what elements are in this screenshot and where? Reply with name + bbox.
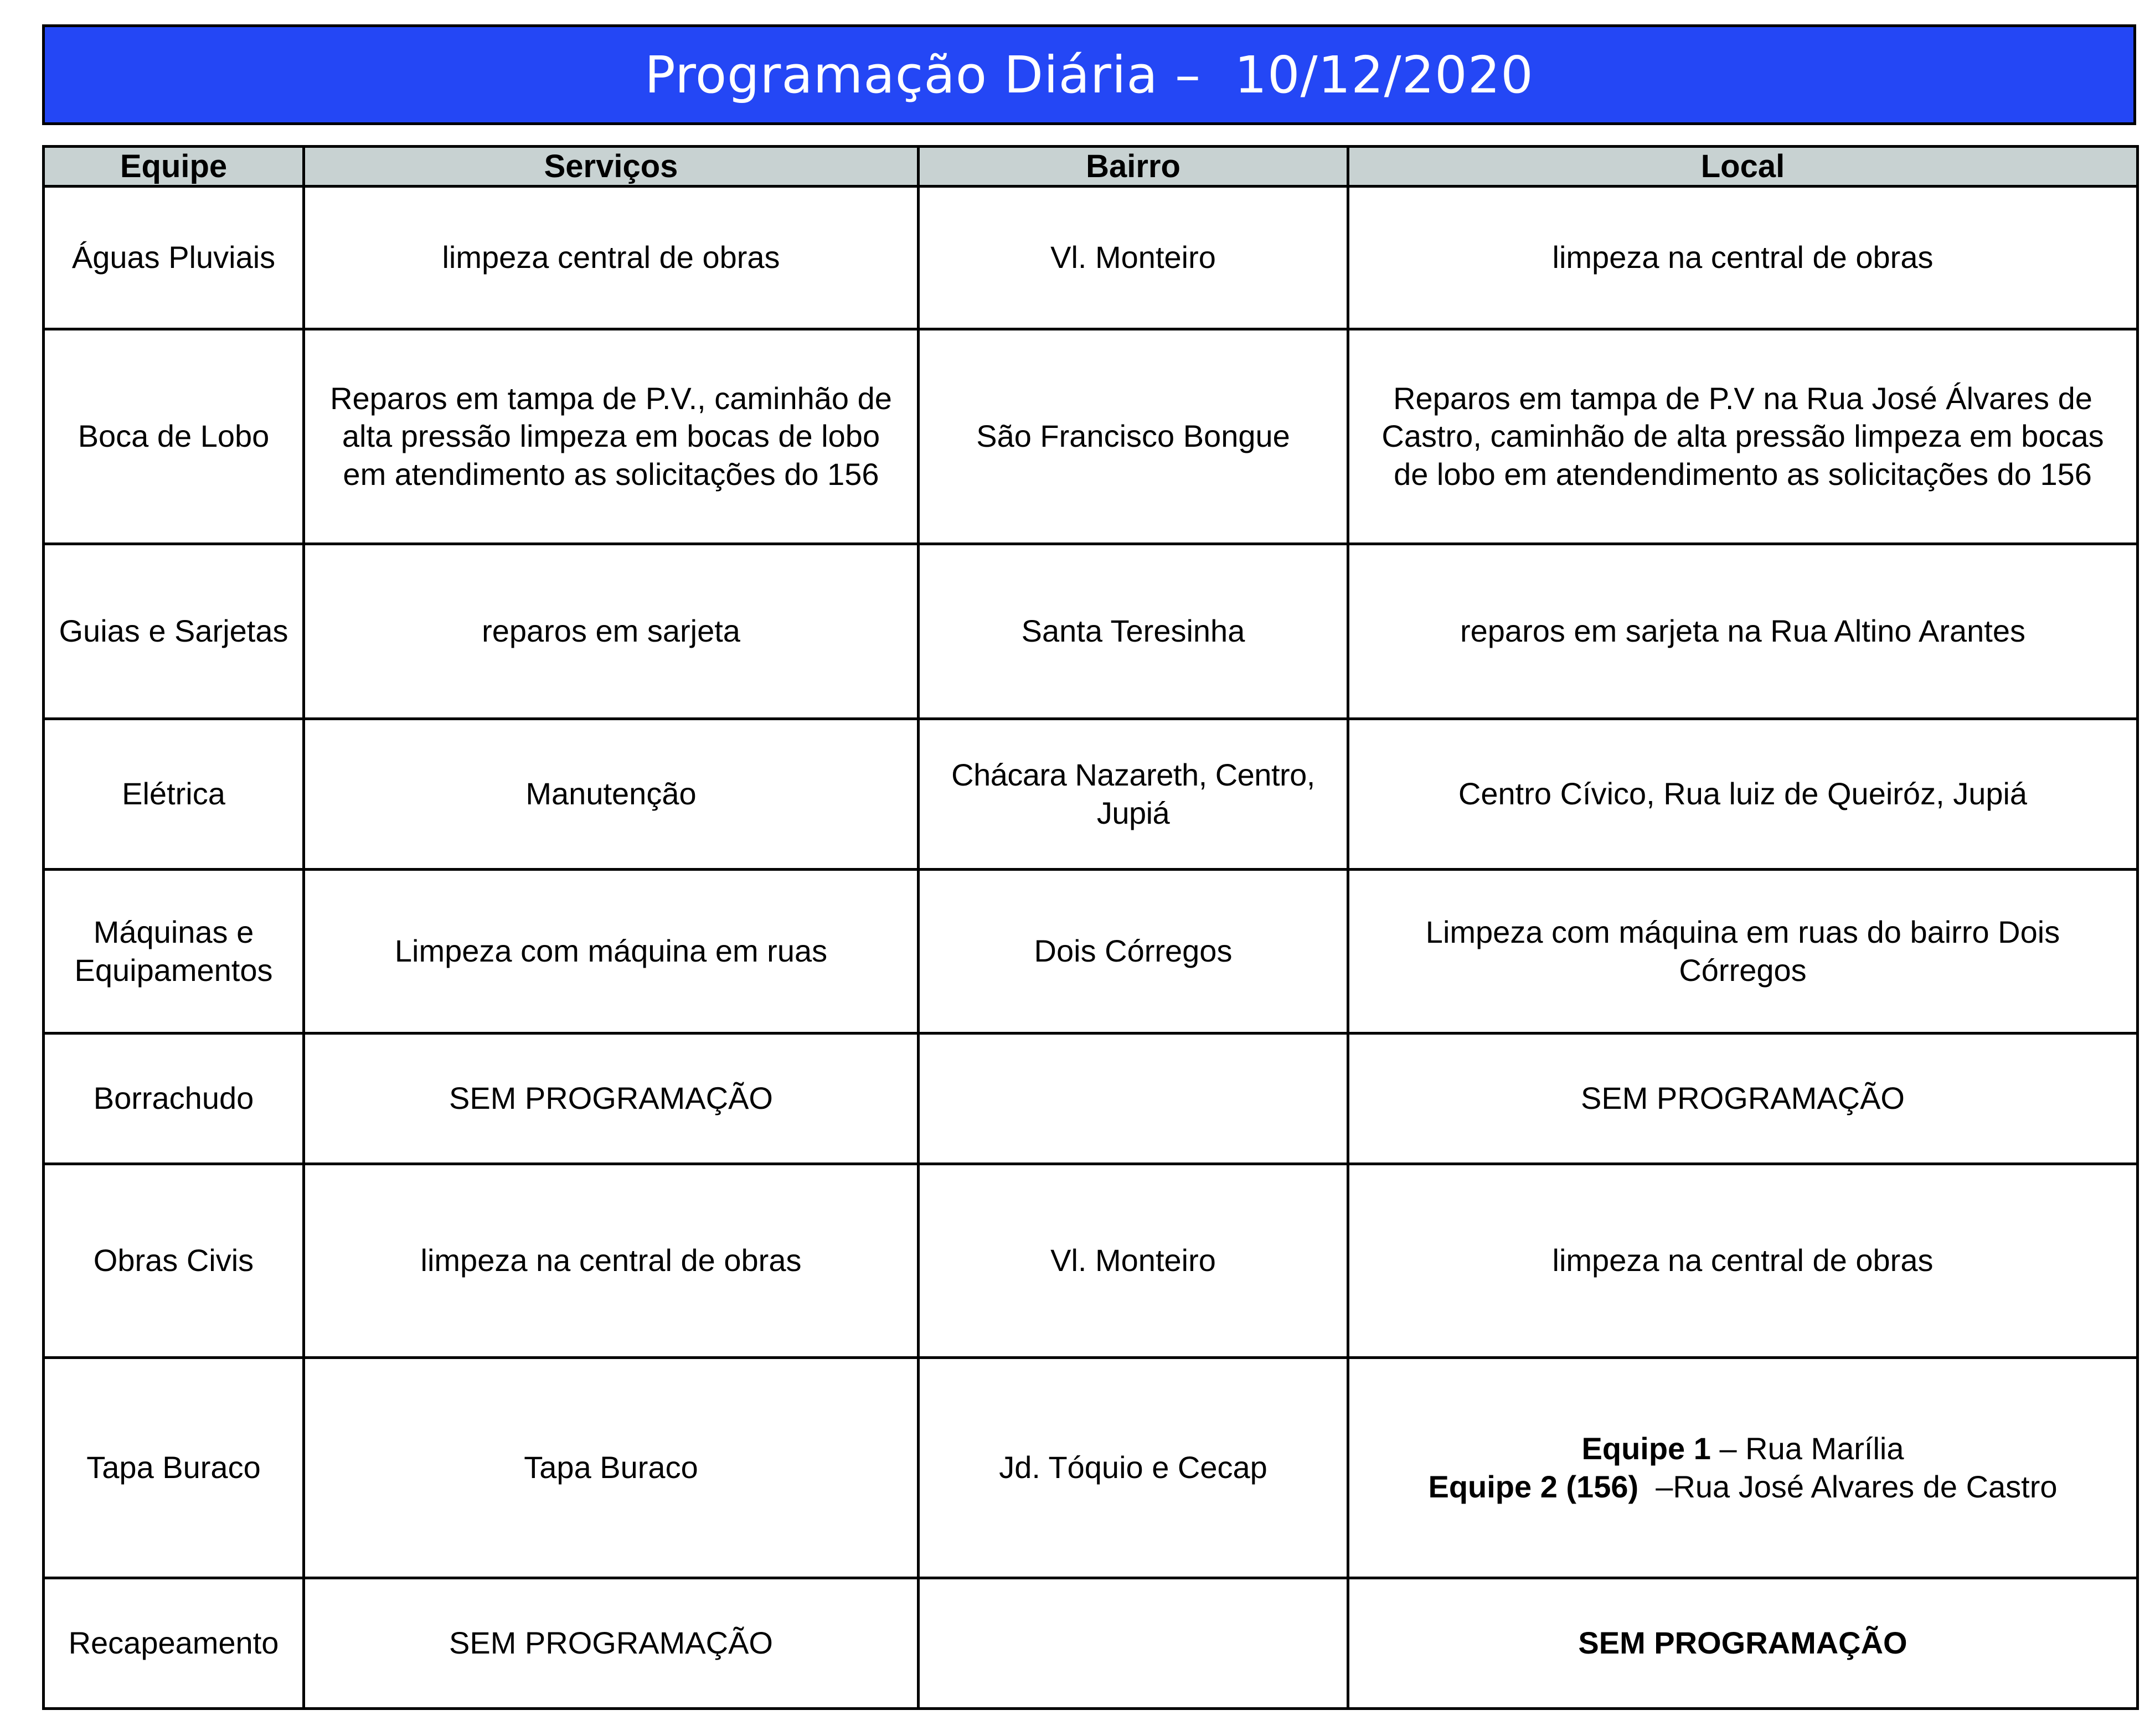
- cell-bairro: São Francisco Bongue: [919, 329, 1348, 544]
- table-row: [44, 544, 2138, 719]
- cell-servicos: limpeza central de obras: [304, 187, 919, 329]
- cell-servicos: Tapa Buraco: [304, 1358, 919, 1578]
- cell-bairro: [919, 1578, 1348, 1709]
- cell-bairro: Santa Teresinha: [919, 544, 1348, 719]
- cell-servicos: reparos em sarjeta: [304, 544, 919, 719]
- team-location: – Rua Marília: [1710, 1431, 1904, 1466]
- cell-equipe: Recapeamento: [44, 1578, 304, 1709]
- page-title: Programação Diária – 10/12/2020: [42, 24, 2136, 125]
- cell-local: [1348, 1358, 2138, 1578]
- table-row: [44, 719, 2138, 870]
- table-header-row: [44, 147, 2138, 187]
- header-local: Local: [1348, 147, 2138, 187]
- team-label: Equipe 2 (156): [1428, 1469, 1639, 1504]
- cell-servicos: SEM PROGRAMAÇÃO: [304, 1034, 919, 1164]
- cell-local: reparos em sarjeta na Rua Altino Arantes: [1348, 544, 2138, 719]
- cell-local: Reparos em tampa de P.V na Rua José Álvares de Castro, caminhão de alta pressão limpeza em bocas de lobo em atendendimento as solicitações do 156: [1348, 329, 2138, 544]
- cell-equipe: Boca de Lobo: [44, 329, 304, 544]
- table-row: [44, 1358, 2138, 1578]
- cell-servicos: Reparos em tampa de P.V., caminhão de alta pressão limpeza em bocas de lobo em atendimento as solicitações do 156: [304, 329, 919, 544]
- local-line: [1362, 1468, 2124, 1506]
- cell-local: SEM PROGRAMAÇÃO: [1348, 1034, 2138, 1164]
- cell-equipe: Elétrica: [44, 719, 304, 870]
- cell-equipe: Obras Civis: [44, 1164, 304, 1358]
- schedule-table: [42, 145, 2139, 1710]
- cell-bairro: [919, 1034, 1348, 1164]
- cell-servicos: limpeza na central de obras: [304, 1164, 919, 1358]
- team-location: –Rua José Alvares de Castro: [1638, 1469, 2058, 1504]
- cell-local: Centro Cívico, Rua luiz de Queiróz, Jupiá: [1348, 719, 2138, 870]
- header-equipe: Equipe: [44, 147, 304, 187]
- cell-local: limpeza na central de obras: [1348, 1164, 2138, 1358]
- cell-bairro: Dois Córregos: [919, 870, 1348, 1034]
- table-row: [44, 1578, 2138, 1709]
- cell-bairro: Jd. Tóquio e Cecap: [919, 1358, 1348, 1578]
- header-bairro: Bairro: [919, 147, 1348, 187]
- header-servicos: Serviços: [304, 147, 919, 187]
- cell-local: SEM PROGRAMAÇÃO: [1348, 1578, 2138, 1709]
- table-row: [44, 329, 2138, 544]
- cell-bairro: Vl. Monteiro: [919, 1164, 1348, 1358]
- cell-servicos: Manutenção: [304, 719, 919, 870]
- table-row: [44, 1164, 2138, 1358]
- cell-local: limpeza na central de obras: [1348, 187, 2138, 329]
- team-label: Equipe 1: [1581, 1431, 1711, 1466]
- table-row: [44, 187, 2138, 329]
- cell-bairro: Vl. Monteiro: [919, 187, 1348, 329]
- cell-bairro: Chácara Nazareth, Centro, Jupiá: [919, 719, 1348, 870]
- cell-equipe: Águas Pluviais: [44, 187, 304, 329]
- cell-equipe: Máquinas e Equipamentos: [44, 870, 304, 1034]
- cell-servicos: SEM PROGRAMAÇÃO: [304, 1578, 919, 1709]
- cell-equipe: Tapa Buraco: [44, 1358, 304, 1578]
- local-line: [1362, 1430, 2124, 1468]
- cell-equipe: Borrachudo: [44, 1034, 304, 1164]
- cell-equipe: Guias e Sarjetas: [44, 544, 304, 719]
- table-row: [44, 870, 2138, 1034]
- table-row: [44, 1034, 2138, 1164]
- cell-local: Limpeza com máquina em ruas do bairro Dois Córregos: [1348, 870, 2138, 1034]
- cell-servicos: Limpeza com máquina em ruas: [304, 870, 919, 1034]
